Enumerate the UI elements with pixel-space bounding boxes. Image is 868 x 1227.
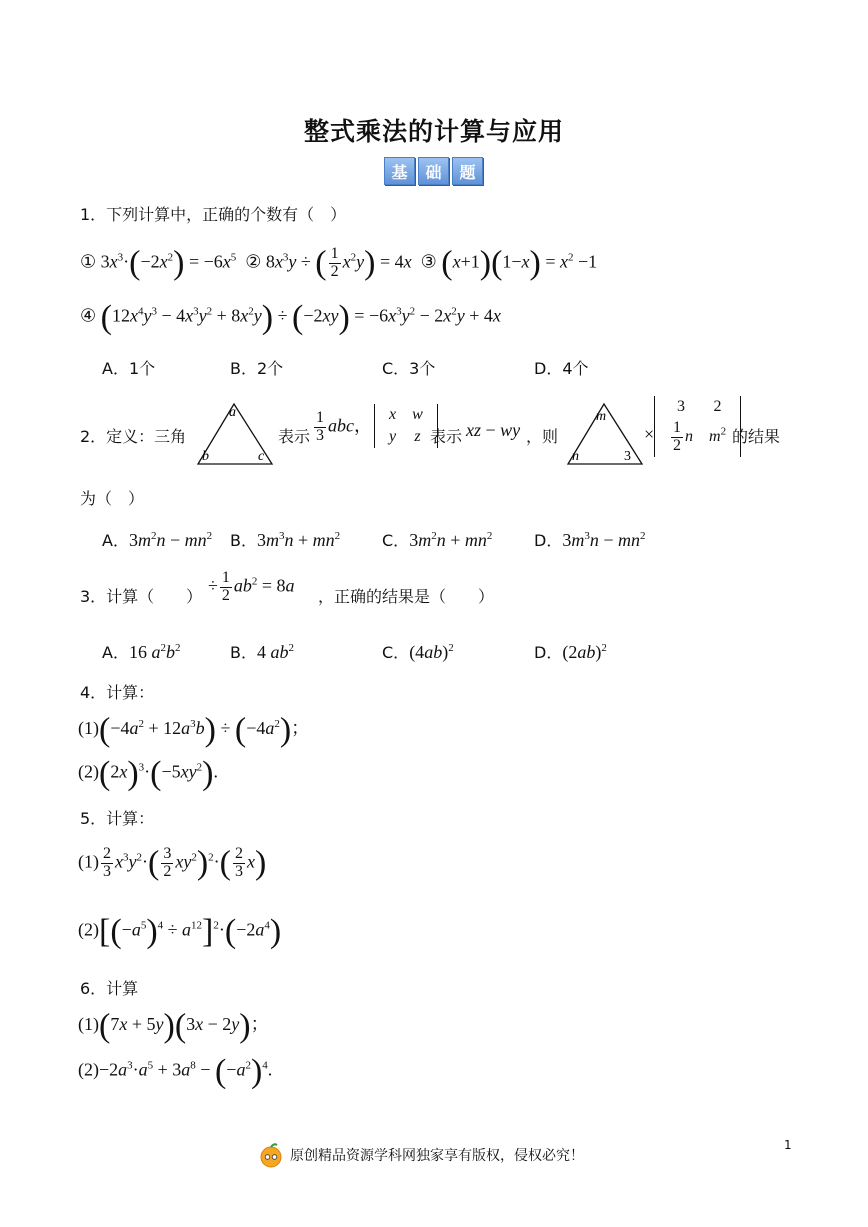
q2-def-expr2: xz − wy — [466, 420, 521, 440]
badge-char: 题 — [452, 157, 483, 185]
page-number: 1 — [784, 1138, 792, 1152]
q3-option-a: A．16 $a^2b^2$ — [102, 642, 181, 662]
tri1-left: b — [202, 449, 209, 464]
tri1-right: c — [258, 449, 265, 464]
q2-stem-d: ，则 — [526, 427, 559, 446]
triangle-abc-icon — [192, 400, 276, 468]
q3-formula: ÷ $\frac{1}{2}$ $ab^2 = 8a$ — [208, 569, 295, 604]
q2-stem-f: 为（ ） — [80, 489, 145, 508]
q2-times: × — [644, 424, 655, 444]
badge-char: 基 — [384, 157, 415, 185]
q2-option-b: B．$3m^3n + mn^2$ — [230, 530, 341, 550]
q6-part1: (1)(7x + 5y)(3x − 2y)； — [78, 1007, 269, 1045]
section-badge — [384, 157, 483, 185]
triangle-mn3-icon — [562, 400, 646, 468]
q3-stem-a: 3．计算（ ） — [80, 587, 203, 606]
q2-det-xywz: x w y z — [374, 404, 438, 448]
q1-formula-row2: ④ $(12x^4y^3 - 4x^3y^2 + 8x^2y) \div (-2xy) = -6x^3y^2 - 2x^2y + 4x$ — [80, 299, 501, 336]
q2-option-a: A．$3m^2n - mn^2$ — [102, 530, 213, 550]
q3-stem-b: ，正确的结果是（ ） — [318, 587, 495, 606]
tri2-right: 3 — [624, 449, 631, 464]
q3-option-c: C．$(4ab)^2$ — [382, 642, 454, 662]
tri2-left: n — [572, 449, 579, 464]
q2-def-expr1: $\frac{1}{3}$ abc， — [316, 409, 372, 444]
q6-stem: 6．计算 — [80, 979, 139, 998]
q1-stem: 1．下列计算中，正确的个数有（ ） — [80, 205, 347, 224]
q1-option-b: B．2个 — [230, 359, 284, 378]
q2-stem-e: 的结果 — [732, 427, 781, 446]
q3-option-d: D．$(2ab)^2$ — [534, 642, 607, 662]
q2-stem-b: 表示 — [278, 427, 311, 446]
tri1-top: a — [229, 405, 236, 420]
q1-option-c: C．3个 — [382, 359, 436, 378]
footer-copyright: 原创精品资源学科网独家享有版权，侵权必究！ — [290, 1148, 584, 1164]
q2-option-c: C．$3m^2n + mn^2$ — [382, 530, 493, 550]
q2-stem-c: 表示 — [430, 427, 463, 446]
q2-det-matrix: 3 2 $\frac{1}{2}$ n $m^2$ — [654, 396, 741, 457]
tri2-top: m — [596, 409, 607, 424]
q5-stem: 5．计算： — [80, 809, 155, 828]
badge-char: 础 — [418, 157, 449, 185]
page-title: 整式乘法的计算与应用 — [303, 117, 564, 146]
q4-part1: $(1)(-4a^2 + 12a^3b) \div (-4a^2)$； — [78, 711, 310, 749]
footer — [258, 1142, 584, 1168]
q3-option-b: B．4 $ab^2$ — [230, 642, 294, 662]
q4-stem: 4．计算： — [80, 683, 155, 702]
q1-option-d: D．4个 — [534, 359, 589, 378]
q2-option-d: D．$3m^3n - mn^2$ — [534, 530, 646, 550]
q4-part2: $(2)(2x)^3\cdot(-5xy^2)$. — [78, 755, 218, 792]
orange-logo-icon — [258, 1142, 284, 1168]
q5-part2: $(2)[(-a^5)^4 \div a^{12}]^2\cdot(-2a^4)$ — [78, 913, 282, 950]
q6-part2: $(2)-2a^3\cdot a^5 + 3a^8 - (-a^2)^4$. — [78, 1053, 273, 1090]
q1-formula-row1: ① $3x^3\cdot(-2x^2) = -6x^5$ ② $8x^3y$ ÷ ( $\frac{1}{2}$ $x^2y) = 4x$ ③ $(x+1)(1-x) = x^2 -1$ — [80, 244, 598, 282]
q1-option-a: A．1个 — [102, 359, 156, 378]
q5-part1: (1) $\frac{2}{3}$ $x^3y^2\cdot$( $\frac{3}{2}$ $xy^2)^2\cdot$( $\frac{2}{3}$ x) — [78, 844, 267, 882]
q2-stem-a: 2．定义：三角 — [80, 427, 187, 446]
